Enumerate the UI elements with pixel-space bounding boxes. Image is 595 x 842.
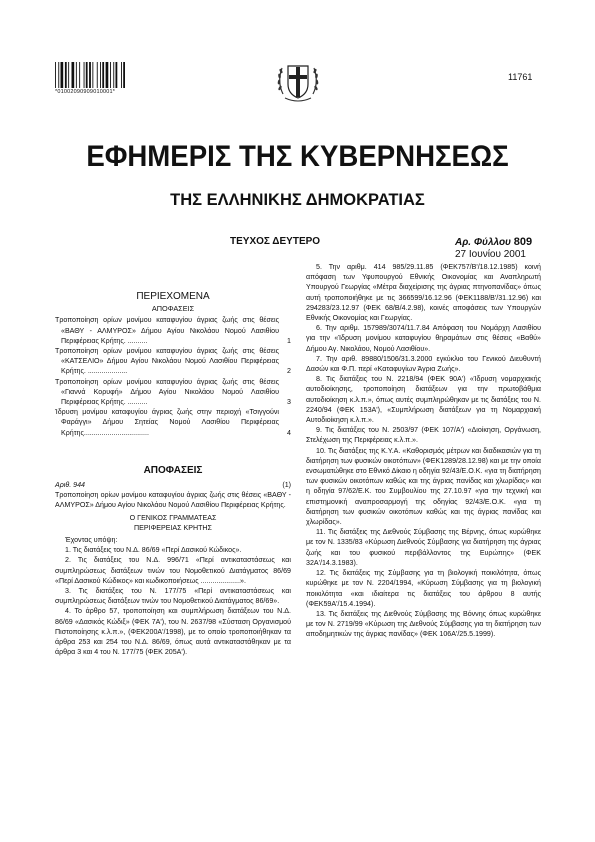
decisions-heading: ΑΠΟΦΑΣΕΙΣ: [143, 464, 203, 476]
right-item: 11. Τις διατάξεις της Διεθνούς Σύμβασης της Βέρνης, όπως κυρώθηκε με τον Ν. 1335/83 «Κύρωση Διεθνούς Σύμβασης για διατήρηση της άγριας ζωής και του φυσικού περιβάλλοντος της Ευρώπης» (ΦΕΚ 32Α'/14.3.1983).: [306, 528, 541, 567]
left-item: 1. Τις διατάξεις του Ν.Δ. 86/69 «Περί Δασικού Κώδικος».: [65, 546, 242, 555]
toc-entry-page: 2: [287, 367, 291, 376]
toc-entry-page: 3: [287, 398, 291, 407]
issue-series: ΤΕΥΧΟΣ ΔΕΥΤΕΡΟ: [230, 236, 321, 247]
gazette-title: ΕΦΗΜΕΡΙΣ ΤΗΣ ΚΥΒΕΡΝΗΣΕΩΣ: [86, 140, 509, 173]
sheet-number-label: Αρ. Φύλλου: [455, 237, 511, 248]
authority-line-1: Ο ΓΕΝΙΚΟΣ ΓΡΑΜΜΑΤΕΑΣ: [129, 513, 217, 522]
barcode-number: *01002090909010001*: [55, 89, 116, 95]
toc-entry-text: Τροποποίηση ορίων μονίμου καταφυγίου άγριας ζωής στις θέσεις «Γιαννά Κορυφή» Δήμου Αγίου Νικολάου Νομού Λασιθίου Περιφέρειας Κρήτης. ..........: [55, 377, 279, 407]
toc-entry-text: Ίδρυση μονίμου καταφυγίου άγριας ζωής στην περιοχή «Τσιγγούνι Φαράγγι» Δήμου Σητείας Νομού Λασιθίου Περιφέρειας Κρήτης.................................: [55, 408, 279, 437]
right-item: 6. Την αριθμ. 157989/3074/11.7.84 Απόφαση του Νομάρχη Λασιθίου για την «Ίδρυση μονίμου καταφυγίου θηραμάτων στις θέσεις «Βαθύ» Δήμου Αγ. Νικολάου, Νομού Λασιθίου».: [306, 324, 541, 353]
right-item: 12. Τις διατάξεις της Σύμβασης για τη βιολογική ποικιλότητα, όπως κυρώθηκε με τον Ν. 2204/1994, «Κύρωση Σύμβασης για τη βιολογική ποικιλότητα «και ιδιαίτερα τις διατάξεις του άρθρου 8 αυτής (ΦΕΚ59Α'/15.4.1994).: [306, 569, 541, 608]
left-item: 4. Το άρθρο 57, τροποποίηση και συμπλήρωση διατάξεων του Ν.Δ. 86/69 «Δασικός Κώδιξ» (ΦΕΚ 7Α'), του Ν. 2637/98 «Σύσταση Οργανισμού Πιστοποίησης κ.λ.π.», (ΦΕΚ200Α'/1998), με το οποίο τροποποιήθηκαν τα άρθρα 253 και 254 του Ν.Δ. 86/69, όπως αυτά αντικαταστάθηκαν με τα άρθρα 3 και 4 του Ν. 177/75 (ΦΕΚ 205Α').: [55, 607, 291, 657]
toc-subheading: ΑΠΟΦΑΣΕΙΣ: [151, 304, 195, 314]
right-item: 13. Τις διατάξεις της Διεθνούς Σύμβασης της Βόννης όπως κυρώθηκε με τον Ν. 2719/99 «Κύρωση της Διεθνούς Σύμβασης για τη διατήρηση των αποδημητικών της άγριας πανίδας» (ΦΕΚ 106Α'/25.5.1999).: [306, 609, 541, 639]
authority-line-2: ΠΕΡΙΦΕΡΕΙΑΣ ΚΡΗΤΗΣ: [134, 523, 212, 532]
right-item: 7. Την αριθ. 89880/1506/31.3.2000 εγκύκλιο του Γενικού Διευθυντή Δασών και Φ.Π. περί «Καταφυγίων Άγρια Ζωής».: [306, 354, 541, 374]
toc-heading: ΠΕΡΙΕΧΟΜΕΝΑ: [136, 291, 210, 302]
coat-of-arms-emblem: [273, 54, 323, 110]
decision-number-row: [55, 480, 291, 490]
issue-date: 27 Ιουνίου 2001: [455, 249, 526, 260]
decision-subject: Τροποποίηση ορίων μονίμου καταφυγίου άγριας ζωής στις θέσεις «ΒΑΘΥ - ΑΛΜΥΡΟΣ» Δήμου Αγίου Νικολάου Νομού Λασιθίου Περιφέρειας Κρήτης.: [55, 491, 291, 510]
gazette-subtitle: ΤΗΣ ΕΛΛΗΝΙΚΗΣ ΔΗΜΟΚΡΑΤΙΑΣ: [170, 191, 425, 209]
toc-entry-text: Τροποποίηση ορίων μονίμου καταφυγίου άγριας ζωής στις θέσεις «ΚΑΤΣΕΛΙΟ» Δήμου Αγίου Νικολάου Νομού Λασιθίου Περιφέρειας Κρήτης. ....................: [55, 347, 279, 376]
left-column: [55, 262, 291, 658]
toc-entry-page: 1: [287, 336, 291, 345]
toc-entry: [55, 315, 291, 346]
barcode: [55, 62, 147, 88]
right-column: [306, 262, 541, 640]
decision-ref: (1): [282, 481, 291, 490]
decision-number: Αριθ. 944: [55, 481, 85, 490]
right-item: 10. Τις διατάξεις της Κ.Υ.Α. «Καθορισμός μέτρων και διαδικασιών για τη διατήρηση των φυσικών οικοτόπων» (ΦΕΚ1289/28.12.98) και με την οποία ενσωματώθηκε στο Εθνικό Δίκαιο η οδηγία 92/43/Ε.Ο.Κ. «για τη διατήρηση των φυσικών οικοτόπων καθώς και της άγριας πανίδας και χλωρίδας» και η οδηγία 97/62/Ε.Κ. του Συμβουλίου της 27.10.97 «για την τεχνική και επιστημονική αναπροσαρμογή της οδηγίας 92/43/Ε.Ο.Κ. «για τη διατήρηση των φυσικών οικοτόπων καθώς και της άγριας πανίδας και χλωρίδας».: [306, 446, 541, 527]
toc-entry: [55, 407, 291, 438]
left-item: 2. Τις διατάξεις του Ν.Δ. 996/71 «Περί αντικαταστάσεως και συμπληρώσεως διατάξεων τινών του Νομοθετικού Διατάγματος 86/69 «Περί Δασικού Κώδικος» και κωδικοποιήσεως ....................».: [55, 556, 291, 585]
right-item: 9. Τις διατάξεις του Ν. 2503/97 (ΦΕΚ 107/Α') «Διοίκηση, Οργάνωση, Στελέχωση της Περιφέρειας κ.λ.π.».: [306, 426, 541, 445]
toc-entry: [55, 346, 291, 377]
right-item: 5. Την αριθμ. 414 985/29.11.85 (ΦΕΚ757/Β'/18.12.1985) κοινή απόφαση των Υφυπουργού Εθνικής Οικονομίας και Αναπληρωτή Υπουργού Γεωργίας «Μέτρα διαχείρισης της άγριας πτηνοπανίδας» όπως αυτή τροποποιήθηκε με τις 366599/16.12.96 (ΦΕΚ1188/Β'/31.12.96) και 294283/23.12.97 (ΦΕΚ 68/Β/4.2.98), κοινές αποφάσεις των Υπουργών Εθνικής Οικονομίας και Γεωργίας.: [306, 263, 541, 323]
sheet-number: [455, 236, 532, 248]
toc-entry: [55, 377, 291, 408]
toc-entry-text: Τροποποίηση ορίων μονίμου καταφυγίου άγριας ζωής στις θέσεις «ΒΑΘΥ - ΑΛΜΥΡΟΣ» Δήμου Αγίου Νικολάου Νομού Λασιθίου Περιφέρειας Κρήτης. ..........: [55, 316, 279, 345]
left-item: 3. Τις διατάξεις του Ν. 177/75 «Περί αντικαταστάσεως και συμπληρώσεως διατάξεων τινών του Νομοθετικού Διατάγματος 86/69».: [55, 587, 291, 606]
sheet-number-value: 809: [513, 236, 533, 248]
page-number: 11761: [508, 72, 533, 82]
considering-label: Έχοντας υπόψη:: [65, 536, 118, 545]
right-item: 8. Τις διατάξεις του Ν. 2218/94 (ΦΕΚ 90Α') «Ίδρυση νομαρχιακής αυτοδιοίκησης, τροποποίηση διατάξεων για την πρωτοβάθμια αυτοδιοίκηση κ.λ.π.», όπως αυτές συμπληρώθηκαν με τις διατάξεις του Ν. 2240/94 (ΦΕΚ 153Α'), «Συμπλήρωση διατάξεων για τη Νομαρχιακή Αυτοδιοίκηση κ.λ.π.».: [306, 375, 541, 425]
toc-entry-page: 4: [287, 428, 291, 437]
